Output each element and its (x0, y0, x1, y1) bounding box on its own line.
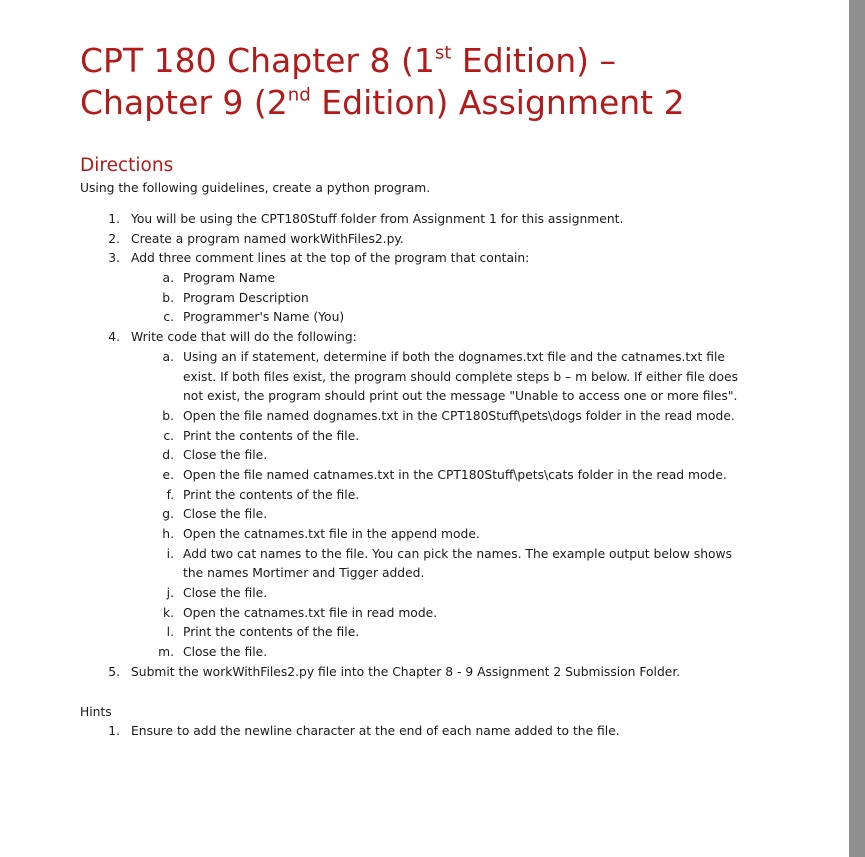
sub-list-text: exist. If both files exist, the program should complete steps b – m below. If either file does (183, 369, 738, 384)
directions-heading: Directions (80, 155, 174, 176)
page-title (80, 40, 685, 124)
sub-list-text: Open the catnames.txt file in read mode. (183, 605, 438, 620)
sub-list-item (0, 348, 848, 368)
sub-list-letter: c. (163, 428, 174, 443)
sub-list-text: Add two cat names to the file. You can pick the names. The example output below shows (183, 546, 732, 561)
sub-list-text: Program Description (183, 290, 309, 305)
sub-list-letter: i. (166, 546, 174, 561)
sub-list-letter: g. (162, 507, 174, 522)
title-superscript-1: st (434, 42, 452, 64)
sub-list-letter: j. (166, 586, 174, 601)
sub-list-text: Program Name (183, 271, 276, 286)
sub-list-text: Print the contents of the file. (183, 487, 360, 502)
sub-list-item (0, 446, 848, 466)
sub-list-text: Close the file. (183, 448, 268, 463)
sub-list-letter: d. (162, 448, 174, 463)
list-text: Write code that will do the following: (131, 330, 357, 345)
list-number: 5. (108, 664, 120, 679)
title-superscript-2: nd (287, 84, 311, 106)
sub-list-letter: c. (163, 310, 174, 325)
sub-list-letter: e. (162, 467, 174, 482)
sub-list-continuation (0, 387, 848, 407)
sub-list-item (0, 584, 848, 604)
sub-list-item (0, 545, 848, 565)
list-number: 1. (108, 212, 120, 226)
sub-list-item (0, 427, 848, 447)
sub-list-text: Close the file. (183, 645, 268, 660)
sub-list-item (0, 505, 848, 525)
sub-list-item (0, 604, 848, 624)
list-item (0, 210, 848, 230)
sub-list-letter: f. (166, 487, 174, 502)
list-item (0, 722, 848, 742)
sub-list-item (0, 643, 848, 663)
sub-list-letter: a. (162, 271, 174, 286)
sub-list-text: Programmer's Name (You) (183, 310, 345, 325)
list-number: 2. (108, 231, 120, 246)
list-item (0, 230, 848, 250)
list-item (0, 249, 848, 269)
sub-list-text: Close the file. (183, 507, 268, 522)
sub-list-continuation (0, 368, 848, 388)
hints-list (0, 722, 848, 742)
sub-list-item (0, 308, 848, 328)
sub-list-text: Open the file named dognames.txt in the CPT180Stuff\pets\dogs folder in the read mode. (183, 408, 735, 423)
sub-list-text: Print the contents of the file. (183, 428, 360, 443)
list-number: 3. (108, 251, 120, 266)
sub-list-item (0, 407, 848, 427)
sub-list-text: Print the contents of the file. (183, 625, 360, 640)
directions-list (0, 210, 848, 683)
list-item (0, 663, 848, 683)
title-line-1: CPT 180 Chapter 8 (1st Edition) – (80, 41, 616, 80)
list-text: Add three comment lines at the top of the program that contain: (131, 251, 530, 266)
sub-list-text: Open the catnames.txt file in the append mode. (183, 527, 480, 541)
directions-intro: Using the following guidelines, create a python program. (80, 181, 431, 195)
list-number: 1. (108, 724, 120, 738)
hints-heading: Hints (80, 705, 112, 719)
sub-list-item (0, 486, 848, 506)
title-line-2: Chapter 9 (2nd Edition) Assignment 2 (80, 83, 685, 122)
sub-list-letter: l. (166, 625, 174, 640)
list-text: Ensure to add the newline character at the end of each name added to the file. (131, 724, 620, 738)
list-text: Submit the workWithFiles2.py file into the Chapter 8 - 9 Assignment 2 Submission Folder. (131, 664, 681, 679)
sub-list-item (0, 466, 848, 486)
sub-list-letter: b. (162, 408, 174, 423)
sub-list-item (0, 269, 848, 289)
sub-list-item (0, 525, 848, 545)
sub-list-letter: a. (162, 349, 174, 364)
window-scroll-gutter (849, 0, 865, 857)
sub-list-continuation (0, 564, 848, 584)
list-item (0, 328, 848, 348)
sub-list-text: Open the file named catnames.txt in the CPT180Stuff\pets\cats folder in the read mode. (183, 467, 727, 482)
sub-list-text: Close the file. (183, 586, 268, 601)
sub-list-letter: h. (162, 527, 174, 541)
sub-list-text: Using an if statement, determine if both the dognames.txt file and the catnames.txt file (183, 349, 725, 364)
sub-list-letter: m. (158, 645, 174, 660)
list-text: Create a program named workWithFiles2.py. (131, 231, 404, 246)
list-text: You will be using the CPT180Stuff folder from Assignment 1 for this assignment. (131, 212, 624, 226)
sub-list-item (0, 289, 848, 309)
sub-list-item (0, 623, 848, 643)
sub-list-letter: b. (162, 290, 174, 305)
sub-list-text: the names Mortimer and Tigger added. (183, 566, 425, 581)
list-number: 4. (108, 330, 120, 345)
sub-list-letter: k. (162, 605, 174, 620)
sub-list-text: not exist, the program should print out the message "Unable to access one or more files". (183, 389, 738, 404)
